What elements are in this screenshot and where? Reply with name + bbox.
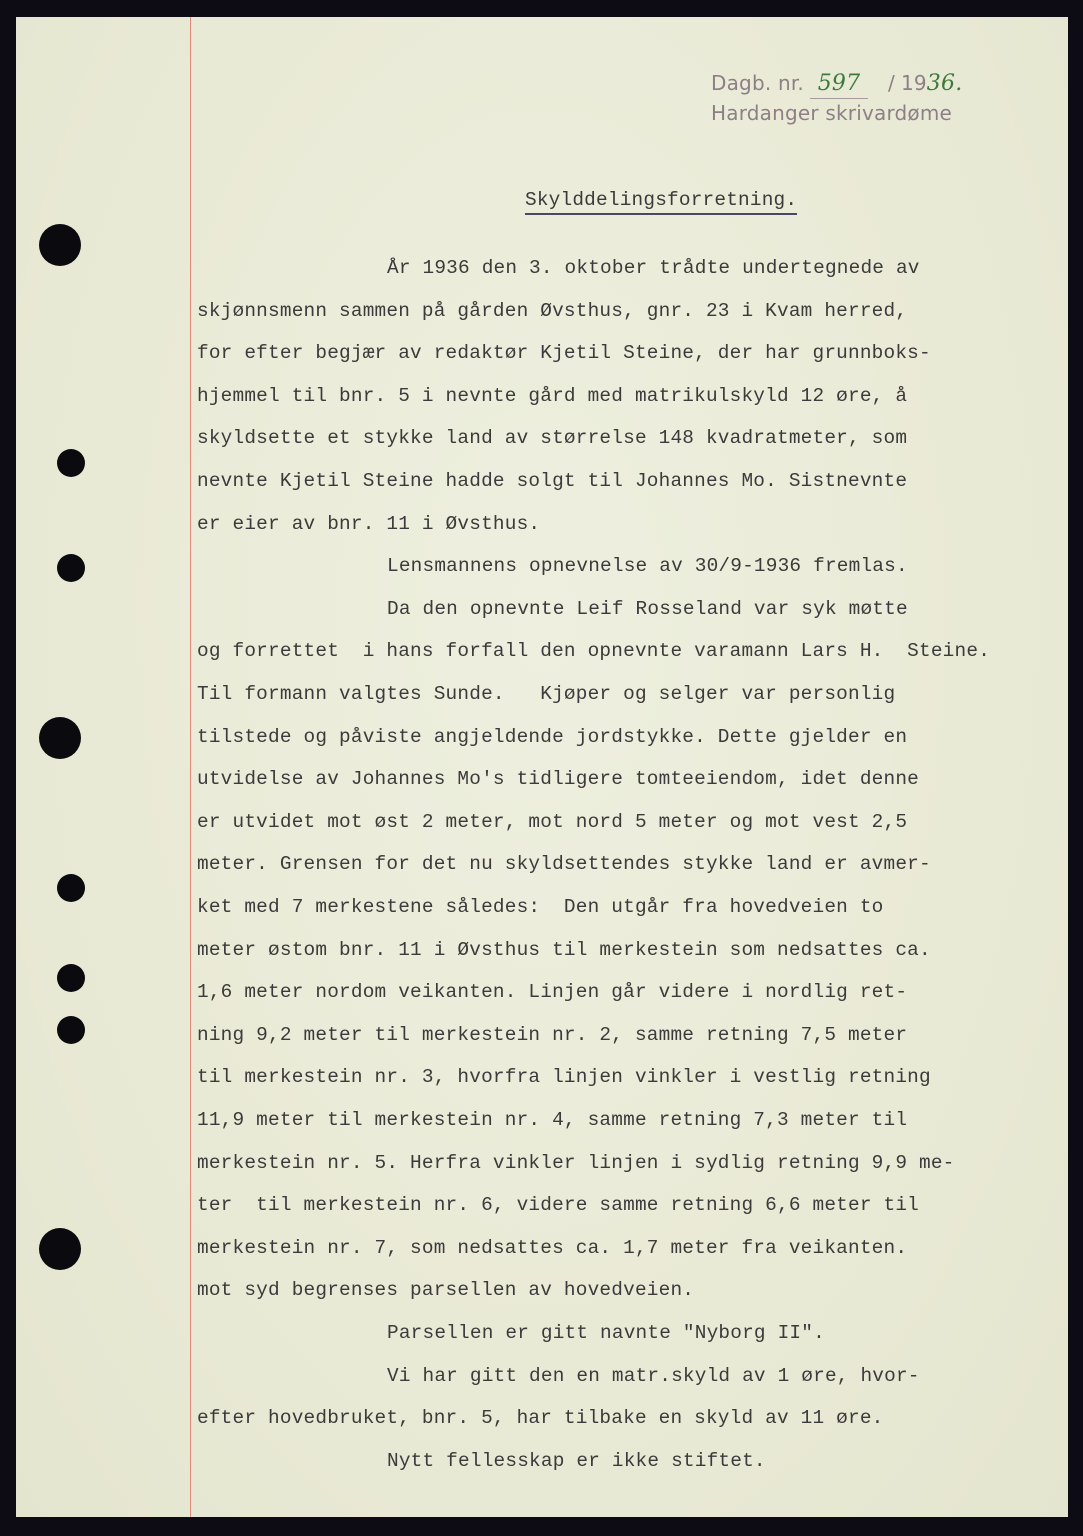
journal-number: 597 [810, 70, 868, 99]
body-line: merkestein nr. 5. Herfra vinkler linjen i sydlig retning 9,9 me- [197, 1151, 955, 1174]
binder-hole [57, 1016, 85, 1044]
body-line: ning 9,2 meter til merkestein nr. 2, samme retning 7,5 meter [197, 1023, 908, 1046]
registry-stamp [711, 69, 962, 127]
body-line: tilstede og påviste angjeldende jordstykke. Dette gjelder en [197, 725, 908, 748]
body-line: ket med 7 merkestene således: Den utgår fra hovedveien to [197, 896, 884, 918]
body-line: meter. Grensen for det nu skyldsettendes stykke land er avmer- [197, 853, 931, 876]
body-line: for efter begjær av redaktør Kjetil Steine, der har grunnboks- [197, 342, 931, 365]
body-line: utvidelse av Johannes Mo's tidligere tomteeiendom, idet denne [197, 768, 920, 791]
binder-hole [57, 554, 85, 582]
binder-hole [39, 224, 81, 266]
stamp-year [901, 69, 962, 98]
stamp-label: Dagb. nr. [711, 71, 804, 95]
body-line: nevnte Kjetil Steine hadde solgt til Johannes Mo. Sistnevnte [197, 470, 908, 492]
year-prefix: 19 [900, 71, 927, 95]
document-title: Skylddelingsforretning. [525, 189, 797, 215]
body-line: skjønnsmenn sammen på gården Øvsthus, gnr. 23 i Kvam herred, [197, 299, 908, 322]
body-line: 11,9 meter til merkestein nr. 4, samme retning 7,3 meter til [197, 1109, 908, 1131]
body-line: er utvidet mot øst 2 meter, mot nord 5 meter og mot vest 2,5 [197, 810, 908, 833]
body-line: Til formann valgtes Sunde. Kjøper og selger var personlig [197, 683, 896, 705]
body-line: Nytt fellesskap er ikke stiftet. [387, 1449, 766, 1472]
red-margin-line [190, 17, 191, 1517]
body-line: Vi har gitt den en matr.skyld av 1 øre, hvor- [387, 1364, 920, 1387]
binder-hole [57, 964, 85, 992]
stamp-office: Hardanger skrivardøme [711, 101, 953, 125]
body-line: til merkestein nr. 3, hvorfra linjen vinkler i vestlig retning [197, 1066, 931, 1089]
year-suffix: 36. [926, 71, 963, 96]
body-line: efter hovedbruket, bnr. 5, har tilbake en skyld av 11 øre. [197, 1407, 884, 1430]
body-line: Da den opnevnte Leif Rosseland var syk møtte [387, 597, 908, 620]
body-line: skyldsette et stykke land av størrelse 148 kvadratmeter, som [197, 427, 908, 450]
stamp-journal-line [711, 69, 962, 99]
document-page [16, 17, 1068, 1517]
body-line: merkestein nr. 7, som nedsattes ca. 1,7 meter fra veikanten. [197, 1236, 908, 1259]
body-line: Lensmannens opnevnelse av 30/9-1936 fremlas. [387, 555, 908, 578]
body-line: 1,6 meter nordom veikanten. Linjen går videre i nordlig ret- [197, 981, 908, 1004]
stamp-separator: / [887, 71, 895, 95]
body-line: År 1936 den 3. oktober trådte undertegnede av [387, 257, 920, 279]
body-line: Parsellen er gitt navnte "Nyborg II". [387, 1322, 825, 1344]
binder-hole [39, 717, 81, 759]
binder-hole [39, 1228, 81, 1270]
body-line: mot syd begrenses parsellen av hovedveien. [197, 1279, 695, 1302]
binder-hole [57, 449, 85, 477]
body-line: meter østom bnr. 11 i Øvsthus til merkestein som nedsattes ca. [197, 938, 931, 961]
body-line: ter til merkestein nr. 6, videre samme retning 6,6 meter til [197, 1194, 920, 1217]
body-line: og forrettet i hans forfall den opnevnte varamann Lars H. Steine. [197, 640, 991, 663]
body-line: er eier av bnr. 11 i Øvsthus. [197, 512, 541, 535]
body-line: hjemmel til bnr. 5 i nevnte gård med matrikulskyld 12 øre, å [197, 384, 908, 407]
binder-hole [57, 874, 85, 902]
